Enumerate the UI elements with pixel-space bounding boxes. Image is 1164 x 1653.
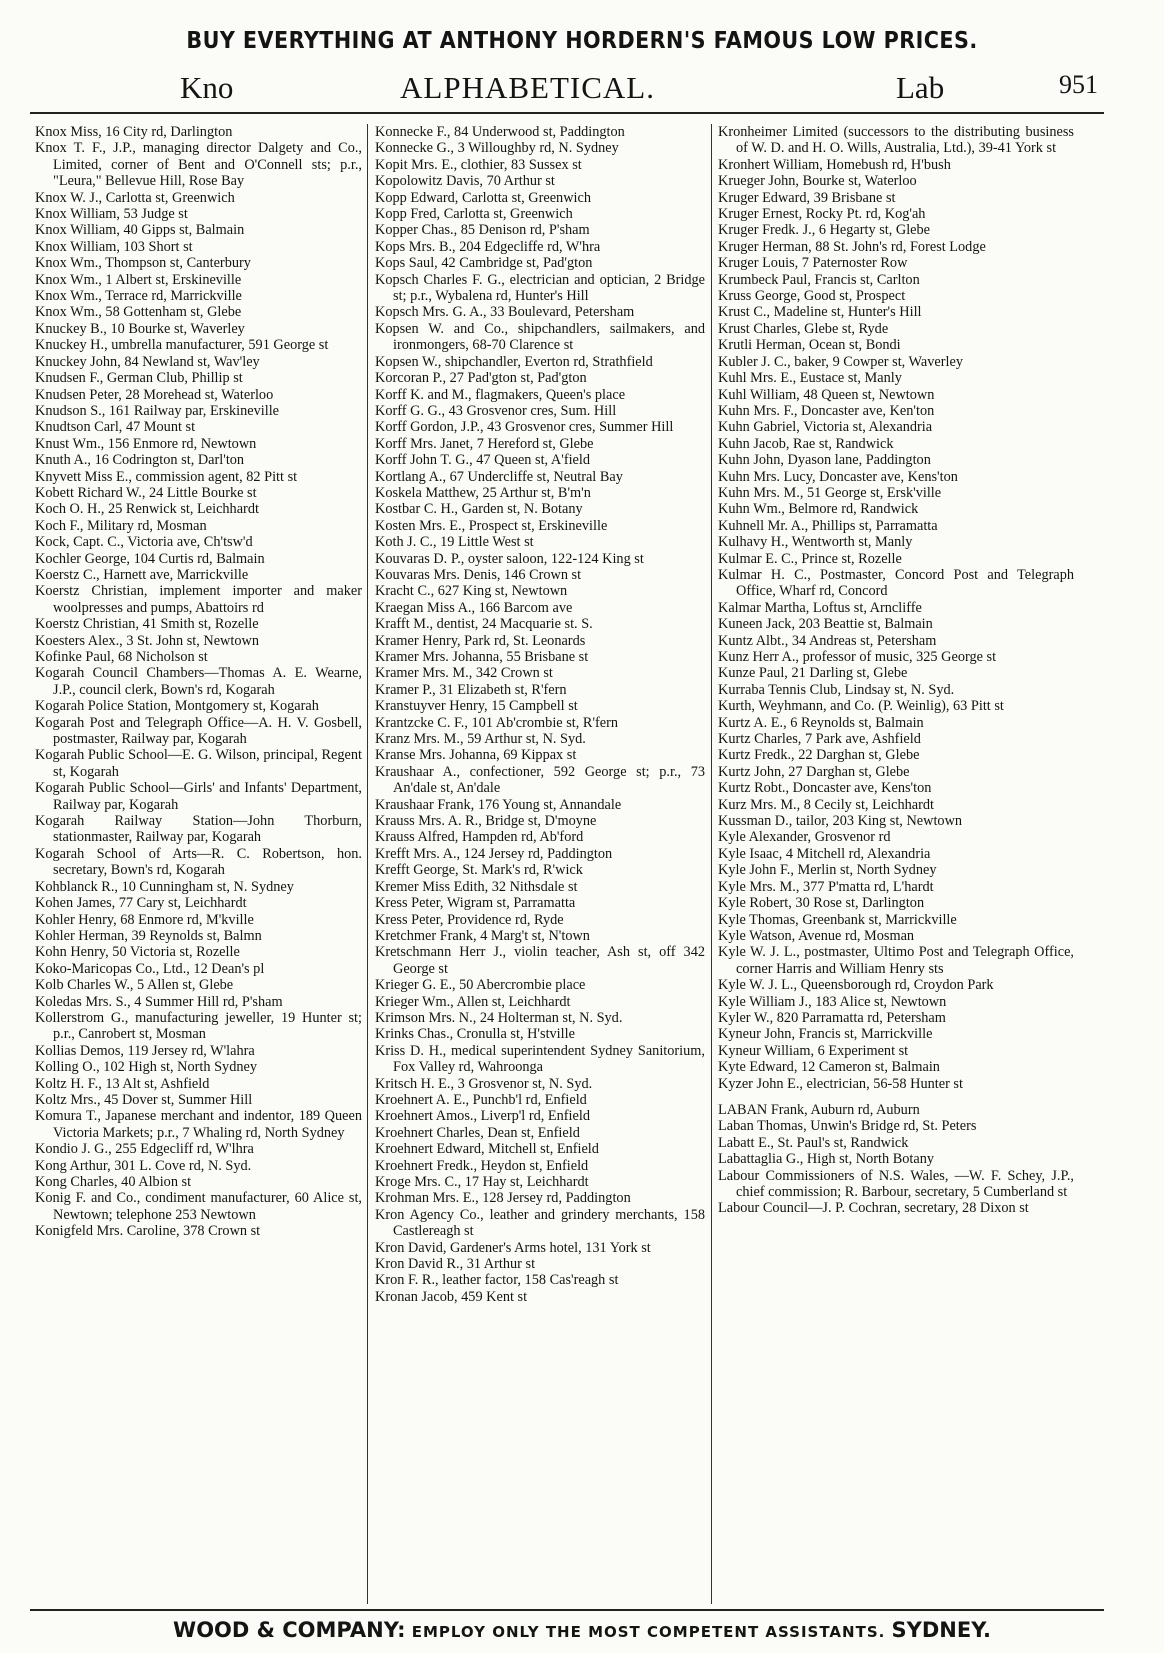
directory-entry: Kyle Thomas, Greenbank st, Marrickville	[718, 911, 957, 928]
directory-entry: Kronheimer Limited (successors to the distributing business of W. D. and H. O. Wills, Australia, Ltd.), 39-41 York st	[718, 124, 1074, 157]
directory-column-1	[35, 124, 362, 1604]
directory-entry: Kurraba Tennis Club, Lindsay st, N. Syd.	[718, 681, 955, 698]
directory-entry: Kops Saul, 42 Cambridge st, Pad'gton	[375, 255, 593, 272]
directory-entry: Kunz Herr A., professor of music, 325 George st	[718, 649, 997, 665]
directory-entry: Knox Wm., 1 Albert st, Erskineville	[35, 271, 242, 288]
directory-entry: Koltz Mrs., 45 Dover st, Summer Hill	[35, 1091, 253, 1108]
directory-entry: Knox Wm., Thompson st, Canterbury	[35, 255, 251, 272]
directory-entry: Kuhn Mrs. M., 51 George st, Ersk'ville	[718, 484, 942, 501]
directory-entry: Kunze Paul, 21 Darling st, Glebe	[718, 665, 908, 682]
directory-entry: Kalmar Martha, Loftus st, Arncliffe	[718, 599, 922, 616]
directory-entry: Kong Arthur, 301 L. Cove rd, N. Syd.	[35, 1157, 252, 1174]
directory-entry: Kroehnert Amos., Liverp'l rd, Enfield	[375, 1108, 590, 1125]
directory-entry: Krafft M., dentist, 24 Macquarie st. S.	[375, 616, 593, 633]
directory-entry: Kronan Jacob, 459 Kent st	[375, 1288, 528, 1305]
directory-entry: Kouvaras D. P., oyster saloon, 122-124 King st	[375, 550, 644, 567]
directory-entry: Korff John T. G., 47 Queen st, A'field	[375, 452, 591, 469]
directory-entry: Kondio J. G., 255 Edgecliff rd, W'lhra	[35, 1141, 254, 1158]
directory-entry: Kuhn Mrs. Lucy, Doncaster ave, Kens'ton	[718, 468, 958, 485]
directory-entry: Kronhert William, Homebush rd, H'bush	[718, 156, 951, 173]
directory-entry: Knuckey B., 10 Bourke st, Waverley	[35, 320, 245, 337]
directory-entry: Kuhn Mrs. F., Doncaster ave, Ken'ton	[718, 402, 935, 419]
directory-entry: Krantzcke C. F., 101 Ab'crombie st, R'fern	[375, 714, 619, 731]
directory-entry: Kriss D. H., medical superintendent Sydney Sanitorium, Fox Valley rd, Wahroonga	[375, 1042, 705, 1076]
directory-entry: Kurz Mrs. M., 8 Cecily st, Leichhardt	[718, 796, 934, 813]
top-advert-banner: BUY EVERYTHING AT ANTHONY HORDERN'S FAMOUS LOW PRICES.	[186, 28, 978, 54]
directory-entry: Knudtson Carl, 47 Mount st	[35, 419, 196, 436]
advert-city: SYDNEY.	[891, 1618, 991, 1642]
directory-entry: Kroge Mrs. C., 17 Hay st, Leichhardt	[375, 1174, 589, 1190]
directory-entry: Korff Gordon, J.P., 43 Grosvenor cres, Summer Hill	[375, 419, 674, 436]
directory-column-2	[375, 124, 705, 1604]
directory-entry: Koledas Mrs. S., 4 Summer Hill rd, P'sham	[35, 993, 283, 1010]
directory-entry: Kyle Alexander, Grosvenor rd	[718, 829, 891, 846]
directory-entry: Kopsen W., shipchandler, Everton rd, Strathfield	[375, 353, 653, 370]
directory-entry: Kurtz A. E., 6 Reynolds st, Balmain	[718, 714, 924, 731]
directory-entry: Kyzer John E., electrician, 56-58 Hunter st	[718, 1075, 963, 1092]
directory-entry: Kurtz John, 27 Darghan st, Glebe	[718, 763, 910, 780]
directory-entry: Kuhn Gabriel, Victoria st, Alexandria	[718, 419, 933, 436]
directory-entry: Kyle Robert, 30 Rose st, Darlington	[718, 895, 925, 912]
directory-entry: Koch F., Military rd, Mosman	[35, 517, 207, 534]
directory-entry: Kruger Ernest, Rocky Pt. rd, Kog'ah	[718, 206, 926, 223]
directory-entry: Kracht C., 627 King st, Newtown	[375, 583, 568, 600]
directory-entry: Krutli Herman, Ocean st, Bondi	[718, 337, 901, 354]
directory-entry: Knox Miss, 16 City rd, Darlington	[35, 124, 233, 140]
directory-entry: Labour Council—J. P. Cochran, secretary, 28 Dixon st	[718, 1200, 1029, 1217]
directory-entry: Labour Commissioners of N.S. Wales, —W. F. Schey, J.P., chief commission; R. Barbour, secretary, 5 Cumberland st	[718, 1167, 1074, 1200]
directory-entry: Kroehnert A. E., Punchb'l rd, Enfield	[375, 1091, 587, 1108]
directory-entry: Kranz Mrs. M., 59 Arthur st, N. Syd.	[375, 731, 586, 748]
directory-entry: Kuhnell Mr. A., Phillips st, Parramatta	[718, 517, 938, 534]
directory-entry: Kyle W. J. L., Queensborough rd, Croydon Park	[718, 977, 994, 994]
directory-entry: Krust Charles, Glebe st, Ryde	[718, 320, 889, 337]
directory-entry: Kyle Mrs. M., 377 P'matta rd, L'hardt	[718, 878, 934, 895]
directory-entry: Korff K. and M., flagmakers, Queen's place	[375, 386, 626, 403]
directory-entry: Kritsch H. E., 3 Grosvenor st, N. Syd.	[375, 1075, 593, 1092]
directory-entry: Koch O. H., 25 Renwick st, Leichhardt	[35, 501, 259, 518]
directory-entry: Kubler J. C., baker, 9 Cowper st, Waverley	[718, 353, 963, 370]
directory-entry: Labattaglia G., High st, North Botany	[718, 1151, 935, 1168]
directory-entry: Korff Mrs. Janet, 7 Hereford st, Glebe	[375, 435, 594, 452]
running-header	[30, 70, 1098, 110]
directory-entry: Korff G. G., 43 Grosvenor cres, Sum. Hill	[375, 402, 617, 419]
directory-entry: Kohler Henry, 68 Enmore rd, M'kville	[35, 911, 254, 928]
directory-entry: Konigfeld Mrs. Caroline, 378 Crown st	[35, 1223, 261, 1240]
directory-entry: Kraushaar Frank, 176 Young st, Annandale	[375, 796, 622, 813]
directory-entry: Kuhn Jacob, Rae st, Randwick	[718, 435, 894, 452]
directory-entry: Knox W. J., Carlotta st, Greenwich	[35, 189, 235, 206]
directory-entry: Krauss Alfred, Hampden rd, Ab'ford	[375, 829, 584, 846]
directory-entry: Korcoran P., 27 Pad'gton st, Pad'gton	[375, 370, 587, 387]
directory-entry: Knudsen Peter, 28 Morehead st, Waterloo	[35, 386, 274, 403]
directory-entry: Kuntz Albt., 34 Andreas st, Petersham	[718, 632, 937, 649]
directory-entry: Koesters Alex., 3 St. John st, Newtown	[35, 632, 259, 649]
directory-entry: Kogarah Railway Station—John Thorburn, stationmaster, Railway par, Kogarah	[35, 813, 362, 846]
directory-entry: Komura T., Japanese merchant and indentor, 189 Queen Victoria Markets; p.r., 7 Whaling rd, North Sydney	[35, 1108, 362, 1141]
directory-entry: Kollerstrom G., manufacturing jeweller, 19 Hunter st; p.r., Canrobert st, Mosman	[35, 1009, 362, 1043]
directory-entry: Kyte Edward, 12 Cameron st, Balmain	[718, 1059, 940, 1076]
directory-entry: Knox William, 103 Short st	[35, 238, 193, 255]
directory-entry: Knuth A., 16 Codrington st, Darl'ton	[35, 452, 245, 469]
directory-entry: Krust C., Madeline st, Hunter's Hill	[718, 304, 922, 321]
directory-entry: Krohman Mrs. E., 128 Jersey rd, Paddington	[375, 1190, 631, 1207]
directory-entry: Krumbeck Paul, Francis st, Carlton	[718, 271, 920, 288]
header-rule	[30, 112, 1104, 114]
directory-entry: Kuhl Mrs. E., Eustace st, Manly	[718, 370, 902, 387]
advert-slogan: EMPLOY ONLY THE MOST COMPETENT ASSISTANTS.	[405, 1623, 892, 1641]
directory-entry: Kouvaras Mrs. Denis, 146 Crown st	[375, 566, 582, 583]
directory-entry: Kostbar C. H., Garden st, N. Botany	[375, 501, 583, 518]
directory-entry: Krinks Chas., Cronulla st, H'stville	[375, 1026, 575, 1043]
directory-entry: Knox William, 53 Judge st	[35, 206, 188, 223]
directory-entry: Knudson S., 161 Railway par, Erskineville	[35, 402, 280, 419]
directory-entry: Kortlang A., 67 Undercliffe st, Neutral Bay	[375, 468, 623, 485]
directory-entry: Kogarah School of Arts—R. C. Robertson, hon. secretary, Bown's rd, Kogarah	[35, 845, 362, 879]
directory-entry: Kopsch Mrs. G. A., 33 Boulevard, Petersham	[375, 304, 635, 321]
directory-entry: Krueger John, Bourke st, Waterloo	[718, 173, 917, 190]
bottom-advert-banner	[0, 1618, 1164, 1642]
directory-entry: Kulhavy H., Wentworth st, Manly	[718, 534, 913, 551]
directory-entry: Knust Wm., 156 Enmore rd, Newtown	[35, 435, 257, 452]
directory-entry: Kroehnert Charles, Dean st, Enfield	[375, 1124, 580, 1141]
directory-entry: Labatt E., St. Paul's st, Randwick	[718, 1134, 909, 1151]
directory-entry: Kussman D., tailor, 203 King st, Newtown	[718, 813, 963, 830]
directory-entry: Kruger Edward, 39 Brisbane st	[718, 189, 896, 206]
directory-entry: Kramer P., 31 Elizabeth st, R'fern	[375, 681, 567, 698]
directory-entry: Kong Charles, 40 Albion st	[35, 1174, 192, 1190]
directory-entry: Laban Thomas, Unwin's Bridge rd, St. Peters	[718, 1118, 977, 1135]
directory-entry: Kogarah Public School—Girls' and Infants' Department, Railway par, Kogarah	[35, 780, 362, 813]
directory-entry: Kron David, Gardener's Arms hotel, 131 York st	[375, 1239, 651, 1256]
directory-entry: Kyneur John, Francis st, Marrickville	[718, 1026, 933, 1043]
directory-entry: Kogarah Council Chambers—Thomas A. E. Wearne, J.P., council clerk, Bown's rd, Kogarah	[35, 665, 362, 698]
column-divider	[711, 124, 712, 1604]
directory-entry: Kohler Herman, 39 Reynolds st, Balmn	[35, 927, 262, 944]
directory-entry: Kyle William J., 183 Alice st, Newtown	[718, 993, 947, 1010]
advert-company: WOOD & COMPANY:	[173, 1618, 406, 1642]
directory-entry: Kurth, Weyhmann, and Co. (P. Weinlig), 63 Pitt st	[718, 698, 1004, 715]
directory-entry: Kron Agency Co., leather and grindery merchants, 158 Castlereagh st	[375, 1206, 705, 1240]
directory-entry: Kohn Henry, 50 Victoria st, Rozelle	[35, 944, 240, 961]
directory-entry: Kopolowitz Davis, 70 Arthur st	[375, 173, 555, 190]
directory-entry: Kogarah Public School—E. G. Wilson, principal, Regent st, Kogarah	[35, 747, 362, 780]
directory-entry: Knox T. F., J.P., managing director Dalgety and Co., Limited, corner of Bent and O'Connell sts; p.r., "Leura," Bellevue Hill, Rose Bay	[35, 140, 362, 190]
directory-entry: Kress Peter, Providence rd, Ryde	[375, 911, 564, 928]
directory-entry: Knox Wm., Terrace rd, Marrickville	[35, 288, 242, 305]
directory-entry: Kremer Miss Edith, 32 Nithsdale st	[375, 878, 578, 895]
directory-entry: Krieger G. E., 50 Abercrombie place	[375, 977, 586, 994]
directory-entry: Kretschmann Herr J., violin teacher, Ash st, off 342 George st	[375, 944, 705, 977]
directory-entry: Kramer Mrs. Johanna, 55 Brisbane st	[375, 649, 589, 665]
directory-entry: Koerstz C., Harnett ave, Marrickville	[35, 566, 249, 583]
directory-entry: Kurtz Robt., Doncaster ave, Kens'ton	[718, 780, 932, 797]
directory-entry: Kopit Mrs. E., clothier, 83 Sussex st	[375, 156, 582, 173]
directory-entry: Kramer Mrs. M., 342 Crown st	[375, 665, 553, 682]
directory-entry: Kranse Mrs. Johanna, 69 Kippax st	[375, 747, 577, 764]
directory-entry: Krefft Mrs. A., 124 Jersey rd, Paddington	[375, 845, 613, 862]
directory-entry: Kogarah Police Station, Montgomery st, Kogarah	[35, 698, 319, 715]
header-last-word: Lab	[896, 70, 945, 105]
directory-entry: Kramer Henry, Park rd, St. Leonards	[375, 632, 586, 649]
directory-column-3	[718, 124, 1074, 1604]
directory-entry: Kock, Capt. C., Victoria ave, Ch'tsw'd	[35, 534, 253, 551]
directory-entry: Knudsen F., German Club, Phillip st	[35, 370, 243, 387]
directory-entry: Koltz H. F., 13 Alt st, Ashfield	[35, 1075, 210, 1092]
directory-entry: Kraegan Miss A., 166 Barcom ave	[375, 599, 573, 616]
directory-entry: Krimson Mrs. N., 24 Holterman st, N. Syd.	[375, 1009, 623, 1026]
directory-entry: Kopper Chas., 85 Denison rd, P'sham	[375, 222, 590, 239]
directory-entry: Kolb Charles W., 5 Allen st, Glebe	[35, 977, 234, 994]
directory-entry: Kranstuyver Henry, 15 Campbell st	[375, 698, 578, 715]
header-first-word: Kno	[180, 70, 234, 105]
directory-entry: Kroehnert Edward, Mitchell st, Enfield	[375, 1141, 599, 1158]
header-title: ALPHABETICAL.	[400, 70, 655, 105]
directory-entry: Kolling O., 102 High st, North Sydney	[35, 1059, 257, 1076]
directory-entry: Kulmar H. C., Postmaster, Concord Post and Telegraph Office, Wharf rd, Concord	[718, 566, 1074, 600]
directory-entry: Kopsen W. and Co., shipchandlers, sailmakers, and ironmongers, 68-70 Clarence st	[375, 320, 705, 354]
directory-entry: Kyle W. J. L., postmaster, Ultimo Post and Telegraph Office, corner Harris and William Henry sts	[718, 944, 1074, 977]
page-number: 951	[1059, 70, 1098, 99]
directory-entry: Koerstz Christian, 41 Smith st, Rozelle	[35, 616, 259, 633]
directory-entry: Kurtz Charles, 7 Park ave, Ashfield	[718, 731, 921, 748]
directory-entry: Krefft George, St. Mark's rd, R'wick	[375, 862, 583, 879]
directory-entry: Koerstz Christian, implement importer and maker woolpresses and pumps, Abattoirs rd	[35, 583, 362, 616]
directory-entry: Kress Peter, Wigram st, Parramatta	[375, 895, 576, 912]
directory-entry	[718, 1092, 1074, 1102]
directory-entry: Kruger Fredk. J., 6 Hegarty st, Glebe	[718, 222, 931, 239]
directory-entry: Kuneen Jack, 203 Beattie st, Balmain	[718, 616, 933, 633]
directory-entry: Krauss Mrs. A. R., Bridge st, D'moyne	[375, 813, 597, 830]
directory-entry: Kurtz Fredk., 22 Darghan st, Glebe	[718, 747, 920, 764]
directory-entry: Kuhl William, 48 Queen st, Newtown	[718, 386, 935, 403]
directory-entry: Kyneur William, 6 Experiment st	[718, 1042, 909, 1059]
directory-entry: Kogarah Post and Telegraph Office—A. H. V. Gosbell, postmaster, Railway par, Kogarah	[35, 714, 362, 748]
directory-entry: Kron F. R., leather factor, 158 Cas'reagh st	[375, 1272, 619, 1289]
directory-entry: Kochler George, 104 Curtis rd, Balmain	[35, 550, 265, 567]
directory-entry: Koth J. C., 19 Little West st	[375, 534, 534, 551]
directory-entry: Kollias Demos, 119 Jersey rd, W'lahra	[35, 1042, 255, 1059]
directory-entry: Kruger Herman, 88 St. John's rd, Forest Lodge	[718, 238, 986, 255]
directory-entry: Kretchmer Frank, 4 Marg't st, N'town	[375, 927, 590, 944]
directory-entry: Kobett Richard W., 24 Little Bourke st	[35, 484, 257, 501]
directory-entry: Kopp Fred, Carlotta st, Greenwich	[375, 206, 573, 223]
footer-rule	[30, 1609, 1104, 1611]
directory-entry: Knyvett Miss E., commission agent, 82 Pitt st	[35, 468, 298, 485]
directory-entry: Knox William, 40 Gipps st, Balmain	[35, 222, 245, 239]
directory-entry: Kops Mrs. B., 204 Edgecliffe rd, W'hra	[375, 238, 601, 255]
directory-entry: Kopsch Charles F. G., electrician and optician, 2 Bridge st; p.r., Wybalena rd, Hunter's Hill	[375, 271, 705, 305]
column-divider	[367, 124, 368, 1604]
directory-entry: Konig F. and Co., condiment manufacturer, 60 Alice st, Newtown; telephone 253 Newtown	[35, 1190, 362, 1223]
directory-entry: Knuckey John, 84 Newland st, Wav'ley	[35, 353, 260, 370]
directory-entry: LABAN Frank, Auburn rd, Auburn	[718, 1101, 920, 1118]
directory-entry: Kulmar E. C., Prince st, Rozelle	[718, 550, 902, 567]
directory-entry: Kraushaar A., confectioner, 592 George st; p.r., 73 An'dale st, An'dale	[375, 763, 705, 797]
directory-entry: Koskela Matthew, 25 Arthur st, B'm'n	[375, 484, 591, 501]
directory-entry: Kyle Isaac, 4 Mitchell rd, Alexandria	[718, 845, 931, 862]
directory-entry: Kron David R., 31 Arthur st	[375, 1256, 536, 1273]
directory-entry: Kroehnert Fredk., Heydon st, Enfield	[375, 1157, 589, 1174]
directory-entry: Konnecke G., 3 Willoughby rd, N. Sydney	[375, 140, 619, 157]
directory-entry: Kruss George, Good st, Prospect	[718, 288, 906, 305]
directory-entry: Konnecke F., 84 Underwood st, Paddington	[375, 124, 625, 140]
directory-entry: Kyle John F., Merlin st, North Sydney	[718, 862, 937, 879]
directory-entry: Kuhn Wm., Belmore rd, Randwick	[718, 501, 919, 518]
directory-entry: Kohen James, 77 Cary st, Leichhardt	[35, 895, 247, 912]
directory-entry: Koko-Maricopas Co., Ltd., 12 Dean's pl	[35, 960, 265, 977]
directory-entry: Knox Wm., 58 Gottenham st, Glebe	[35, 304, 242, 321]
directory-entry: Krieger Wm., Allen st, Leichhardt	[375, 993, 571, 1010]
directory-entry: Knuckey H., umbrella manufacturer, 591 George st	[35, 337, 329, 354]
directory-entry: Kyle Watson, Avenue rd, Mosman	[718, 927, 915, 944]
directory-entry: Kosten Mrs. E., Prospect st, Erskineville	[375, 517, 608, 534]
directory-entry: Kofinke Paul, 68 Nicholson st	[35, 649, 208, 665]
directory-entry: Kyler W., 820 Parramatta rd, Petersham	[718, 1009, 946, 1026]
directory-entry: Kruger Louis, 7 Paternoster Row	[718, 255, 908, 272]
directory-entry: Kopp Edward, Carlotta st, Greenwich	[375, 189, 591, 206]
directory-entry: Kuhn John, Dyason lane, Paddington	[718, 452, 931, 469]
directory-entry: Kohblanck R., 10 Cunningham st, N. Sydney	[35, 878, 294, 895]
